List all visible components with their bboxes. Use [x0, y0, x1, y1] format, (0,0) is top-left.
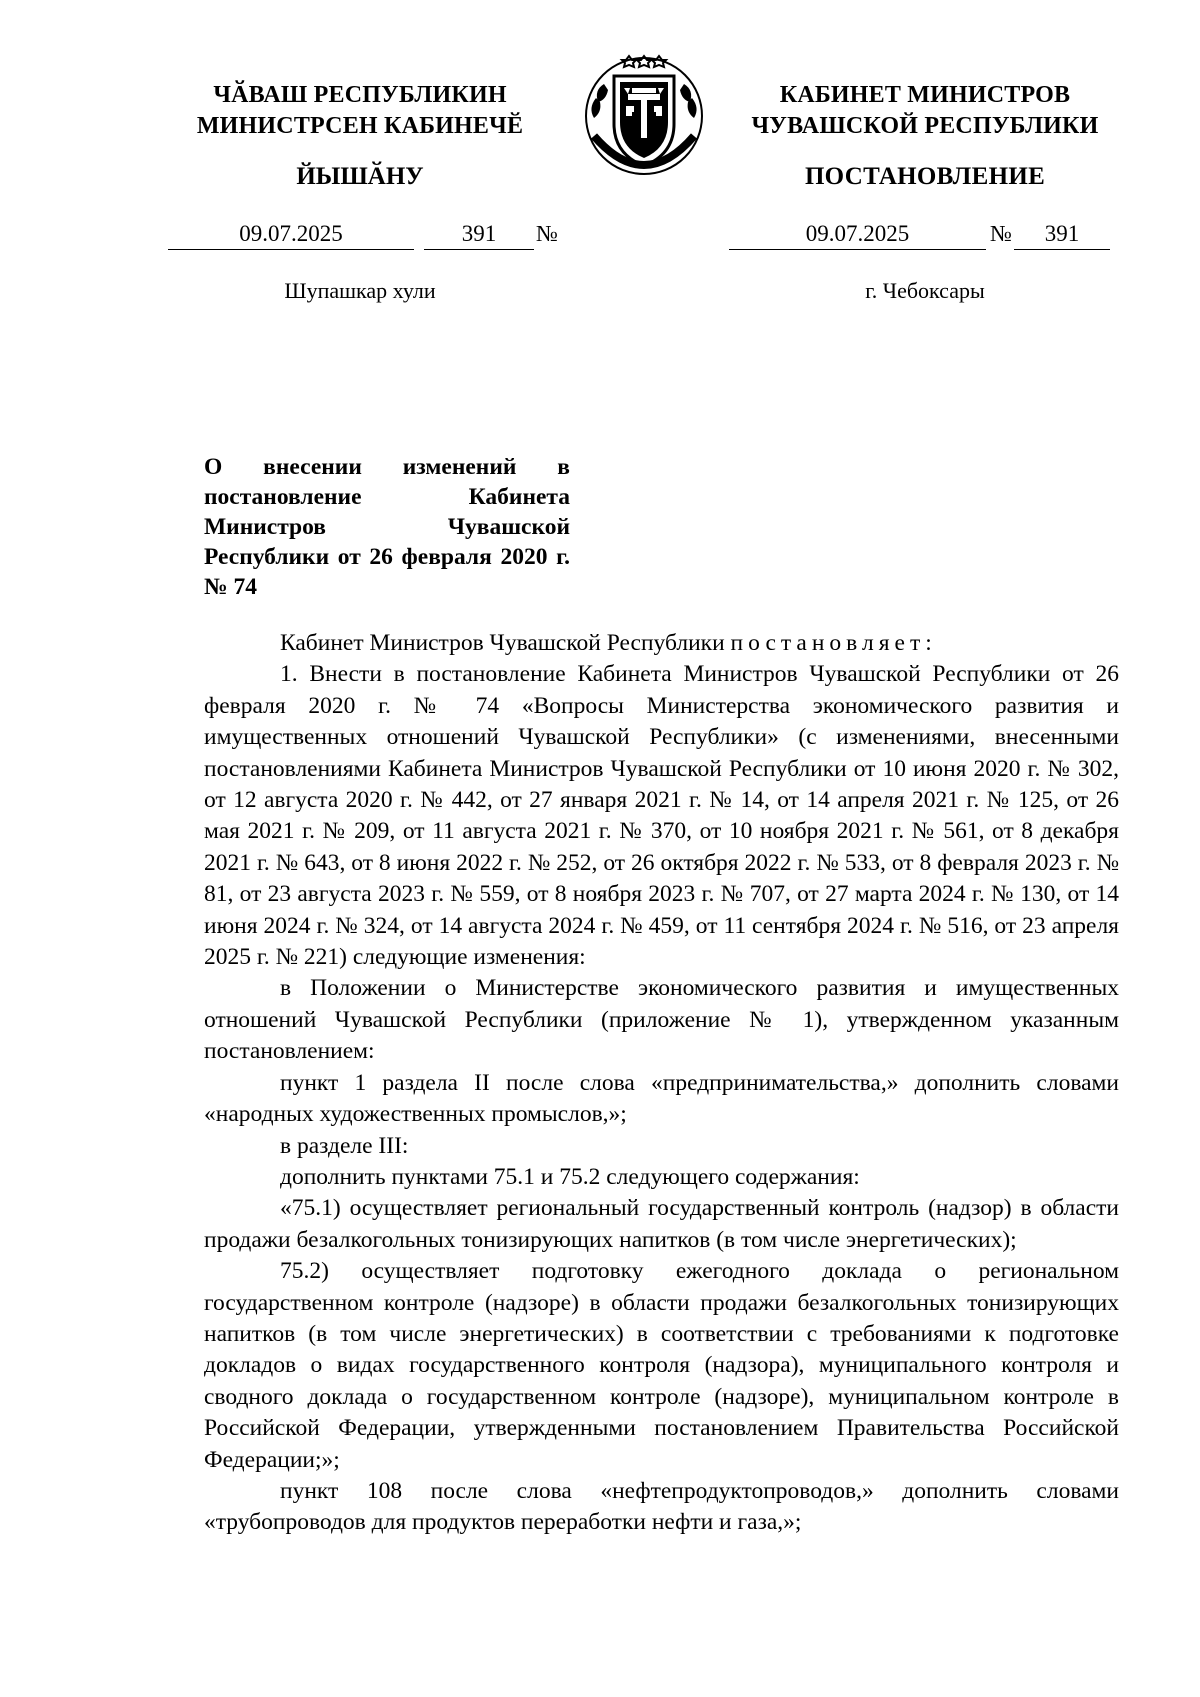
- doc-type-right: ПОСТАНОВЛЕНИЕ: [804, 163, 1046, 190]
- body-paragraph: в Положении о Министерстве экономического развития и имущественных отношений Чувашской Республики (приложение № 1), утвержденном указанным постановлением:: [204, 975, 1119, 1065]
- city-left: Шупашкар хули: [284, 278, 436, 303]
- document-body: [204, 628, 1119, 1539]
- body-paragraph: «75.1) осуществляет региональный государственный контроль (надзор) в области продажи безалкогольных тонизирующих напитков (в том числе энергетических);: [204, 1195, 1119, 1253]
- intro-lead: Кабинет Министров Чувашской Республики: [280, 630, 731, 656]
- header-left-line1: ЧӐВАШ РЕСПУБЛИКИН: [213, 82, 507, 108]
- header-right-org: [730, 80, 1120, 142]
- body-paragraph: пункт 108 после слова «нефтепродуктопроводов,» дополнить словами «трубопроводов для продуктов переработки нефти и газа,»;: [204, 1477, 1119, 1536]
- body-paragraph: 75.2) осуществляет подготовку ежегодного доклада о региональном государственном контроле (надзоре) в области продажи безалкогольных тонизирующих напитков (в том числе энергетических) в соответствии с требованиями к подготовке докладов о видах государственного контроля (надзора), муниципального контроля и сводного доклада о государственном контроле (надзоре), муниципальном контроле в Российской Федерации, утвержденными постановлением Правительства Российской Федерации;»;: [204, 1258, 1119, 1473]
- doc-type-left: ЙЫШӐНУ: [296, 163, 424, 190]
- header-left-org: [150, 80, 570, 142]
- body-paragraph: пункт 1 раздела II после слова «предпринимательства,» дополнить словами «народных художественных промыслов,»;: [204, 1069, 1119, 1128]
- body-paragraph: 1. Внести в постановление Кабинета Министров Чувашской Республики от 26 февраля 2020 г. № 74 «Вопросы Министерства экономического развития и имущественных отношений Чувашской Республики» (с изменениями, внесенными постановлениями Кабинета Министров Чувашской Республики от 10 июня 2020 г. № 302, от 12 августа 2020 г. № 442, от 27 января 2021 г. № 14, от 14 апреля 2021 г. № 125, от 26 мая 2021 г. № 209, от 11 августа 2021 г. № 370, от 10 ноября 2021 г. № 561, от 8 декабря 2021 г. № 643, от 8 июня 2022 г. № 252, от 26 октября 2022 г. № 533, от 8 февраля 2023 г. № 81, от 23 августа 2023 г. № 559, от 8 ноября 2023 г. № 707, от 27 марта 2024 г. № 130, от 14 июня 2024 г. № 324, от 14 августа 2024 г. № 459, от 11 сентября 2024 г. № 516, от 23 апреля 2025 г. № 221) следующие изменения:: [204, 661, 1119, 971]
- number-sign-right: №: [990, 221, 1012, 246]
- header-right-line2: ЧУВАШСКОЙ РЕСПУБЛИКИ: [751, 113, 1099, 139]
- number-right: 391: [1014, 221, 1110, 250]
- coat-of-arms-icon: [574, 54, 714, 178]
- intro-decree-word: постановляет:: [730, 630, 937, 656]
- header-left-line2: МИНИСТРСЕН КАБИНЕЧӖ: [196, 113, 524, 139]
- city-right: г. Чебоксары: [865, 278, 985, 303]
- body-paragraph: дополнить пунктами 75.1 и 75.2 следующего содержания:: [280, 1163, 860, 1190]
- date-right: 09.07.2025: [729, 221, 986, 250]
- number-sign-left: №: [536, 221, 558, 246]
- body-paragraph: в разделе III:: [280, 1132, 409, 1159]
- document-subject: О внесении изменений в постановление Кабинета Министров Чувашской Республики от 26 февраля 2020 г. № 74: [204, 454, 570, 600]
- header-right-line1: КАБИНЕТ МИНИСТРОВ: [779, 82, 1071, 108]
- body-paragraph-intro: [204, 628, 1119, 659]
- date-left: 09.07.2025: [168, 221, 414, 250]
- number-left: 391: [424, 221, 534, 250]
